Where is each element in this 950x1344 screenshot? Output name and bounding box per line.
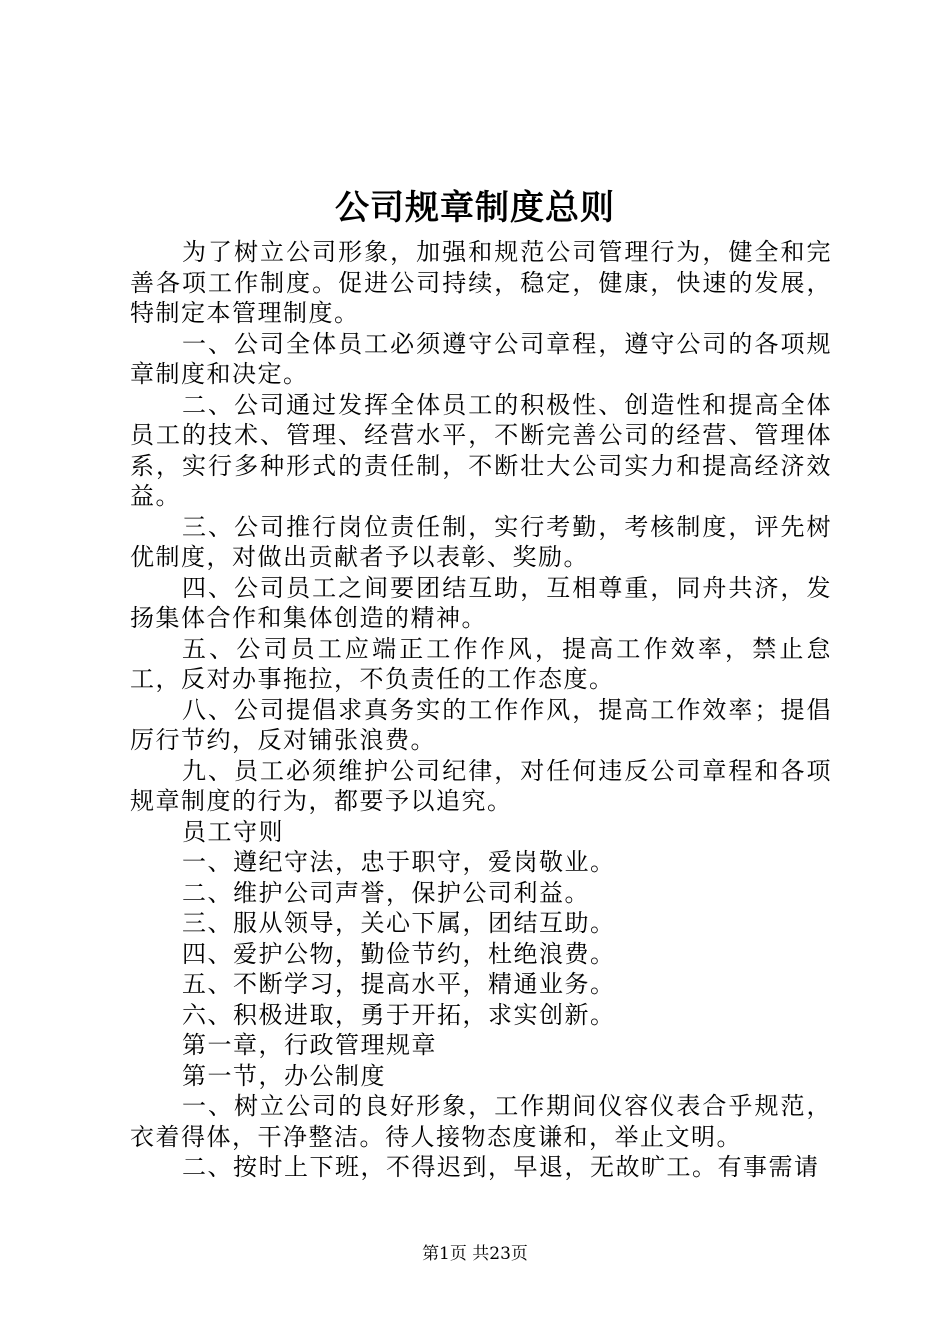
paragraph-article-3: 三、公司推行岗位责任制，实行考勤，考核制度，评先树优制度，对做出贡献者予以表彰、奖励。 — [130, 512, 832, 571]
paragraph-intro: 为了树立公司形象，加强和规范公司管理行为，健全和完善各项工作制度。促进公司持续，稳定，健康，快速的发展，特制定本管理制度。 — [130, 238, 832, 327]
office-rule-2: 二、按时上下班，不得迟到，早退，无故旷工。有事需请 — [182, 1153, 820, 1181]
paragraph-article-8: 八、公司提倡求真务实的工作作风，提高工作效率；提倡厉行节约，反对铺张浪费。 — [130, 695, 832, 754]
paragraph-article-4: 四、公司员工之间要团结互助，互相尊重，同舟共济，发扬集体合作和集体创造的精神。 — [130, 573, 832, 632]
paragraph-article-2: 二、公司通过发挥全体员工的积极性、创造性和提高全体员工的技术、管理、经营水平，不断完善公司的经营、管理体系，实行多种形式的责任制，不断壮大公司实力和提高经济效益。 — [130, 390, 832, 510]
code-item-4: 四、爱护公物，勤俭节约，杜绝浪费。 — [182, 939, 616, 968]
document-body — [130, 237, 832, 1183]
section-heading-1: 第一节，办公制度 — [182, 1061, 386, 1090]
code-item-6: 六、积极进取，勇于开拓，求实创新。 — [182, 1000, 616, 1029]
code-item-5: 五、不断学习，提高水平，精通业务。 — [182, 970, 616, 998]
chapter-heading-1: 第一章，行政管理规章 — [182, 1031, 437, 1059]
code-item-1: 一、遵纪守法，忠于职守，爱岗敬业。 — [182, 848, 616, 876]
paragraph-article-9: 九、员工必须维护公司纪律，对任何违反公司章程和各项规章制度的行为，都要予以追究。 — [130, 756, 832, 815]
page-number-footer: 第1页 共23页 — [422, 1244, 528, 1264]
office-rule-1: 一、树立公司的良好形象，工作期间仪容仪表合乎规范，衣着得体，干净整洁。待人接物态度谦和，举止文明。 — [130, 1092, 832, 1151]
paragraph-article-1: 一、公司全体员工必须遵守公司章程，遵守公司的各项规章制度和决定。 — [130, 329, 832, 388]
code-item-3: 三、服从领导，关心下属，团结互助。 — [182, 909, 616, 937]
paragraph-article-5: 五、公司员工应端正工作作风，提高工作效率，禁止怠工，反对办事拖拉，不负责任的工作态度。 — [130, 634, 832, 693]
section-heading-employee-code: 员工守则 — [182, 817, 284, 846]
code-item-2: 二、维护公司声誉，保护公司利益。 — [182, 878, 590, 907]
document-title: 公司规章制度总则 — [335, 188, 615, 228]
